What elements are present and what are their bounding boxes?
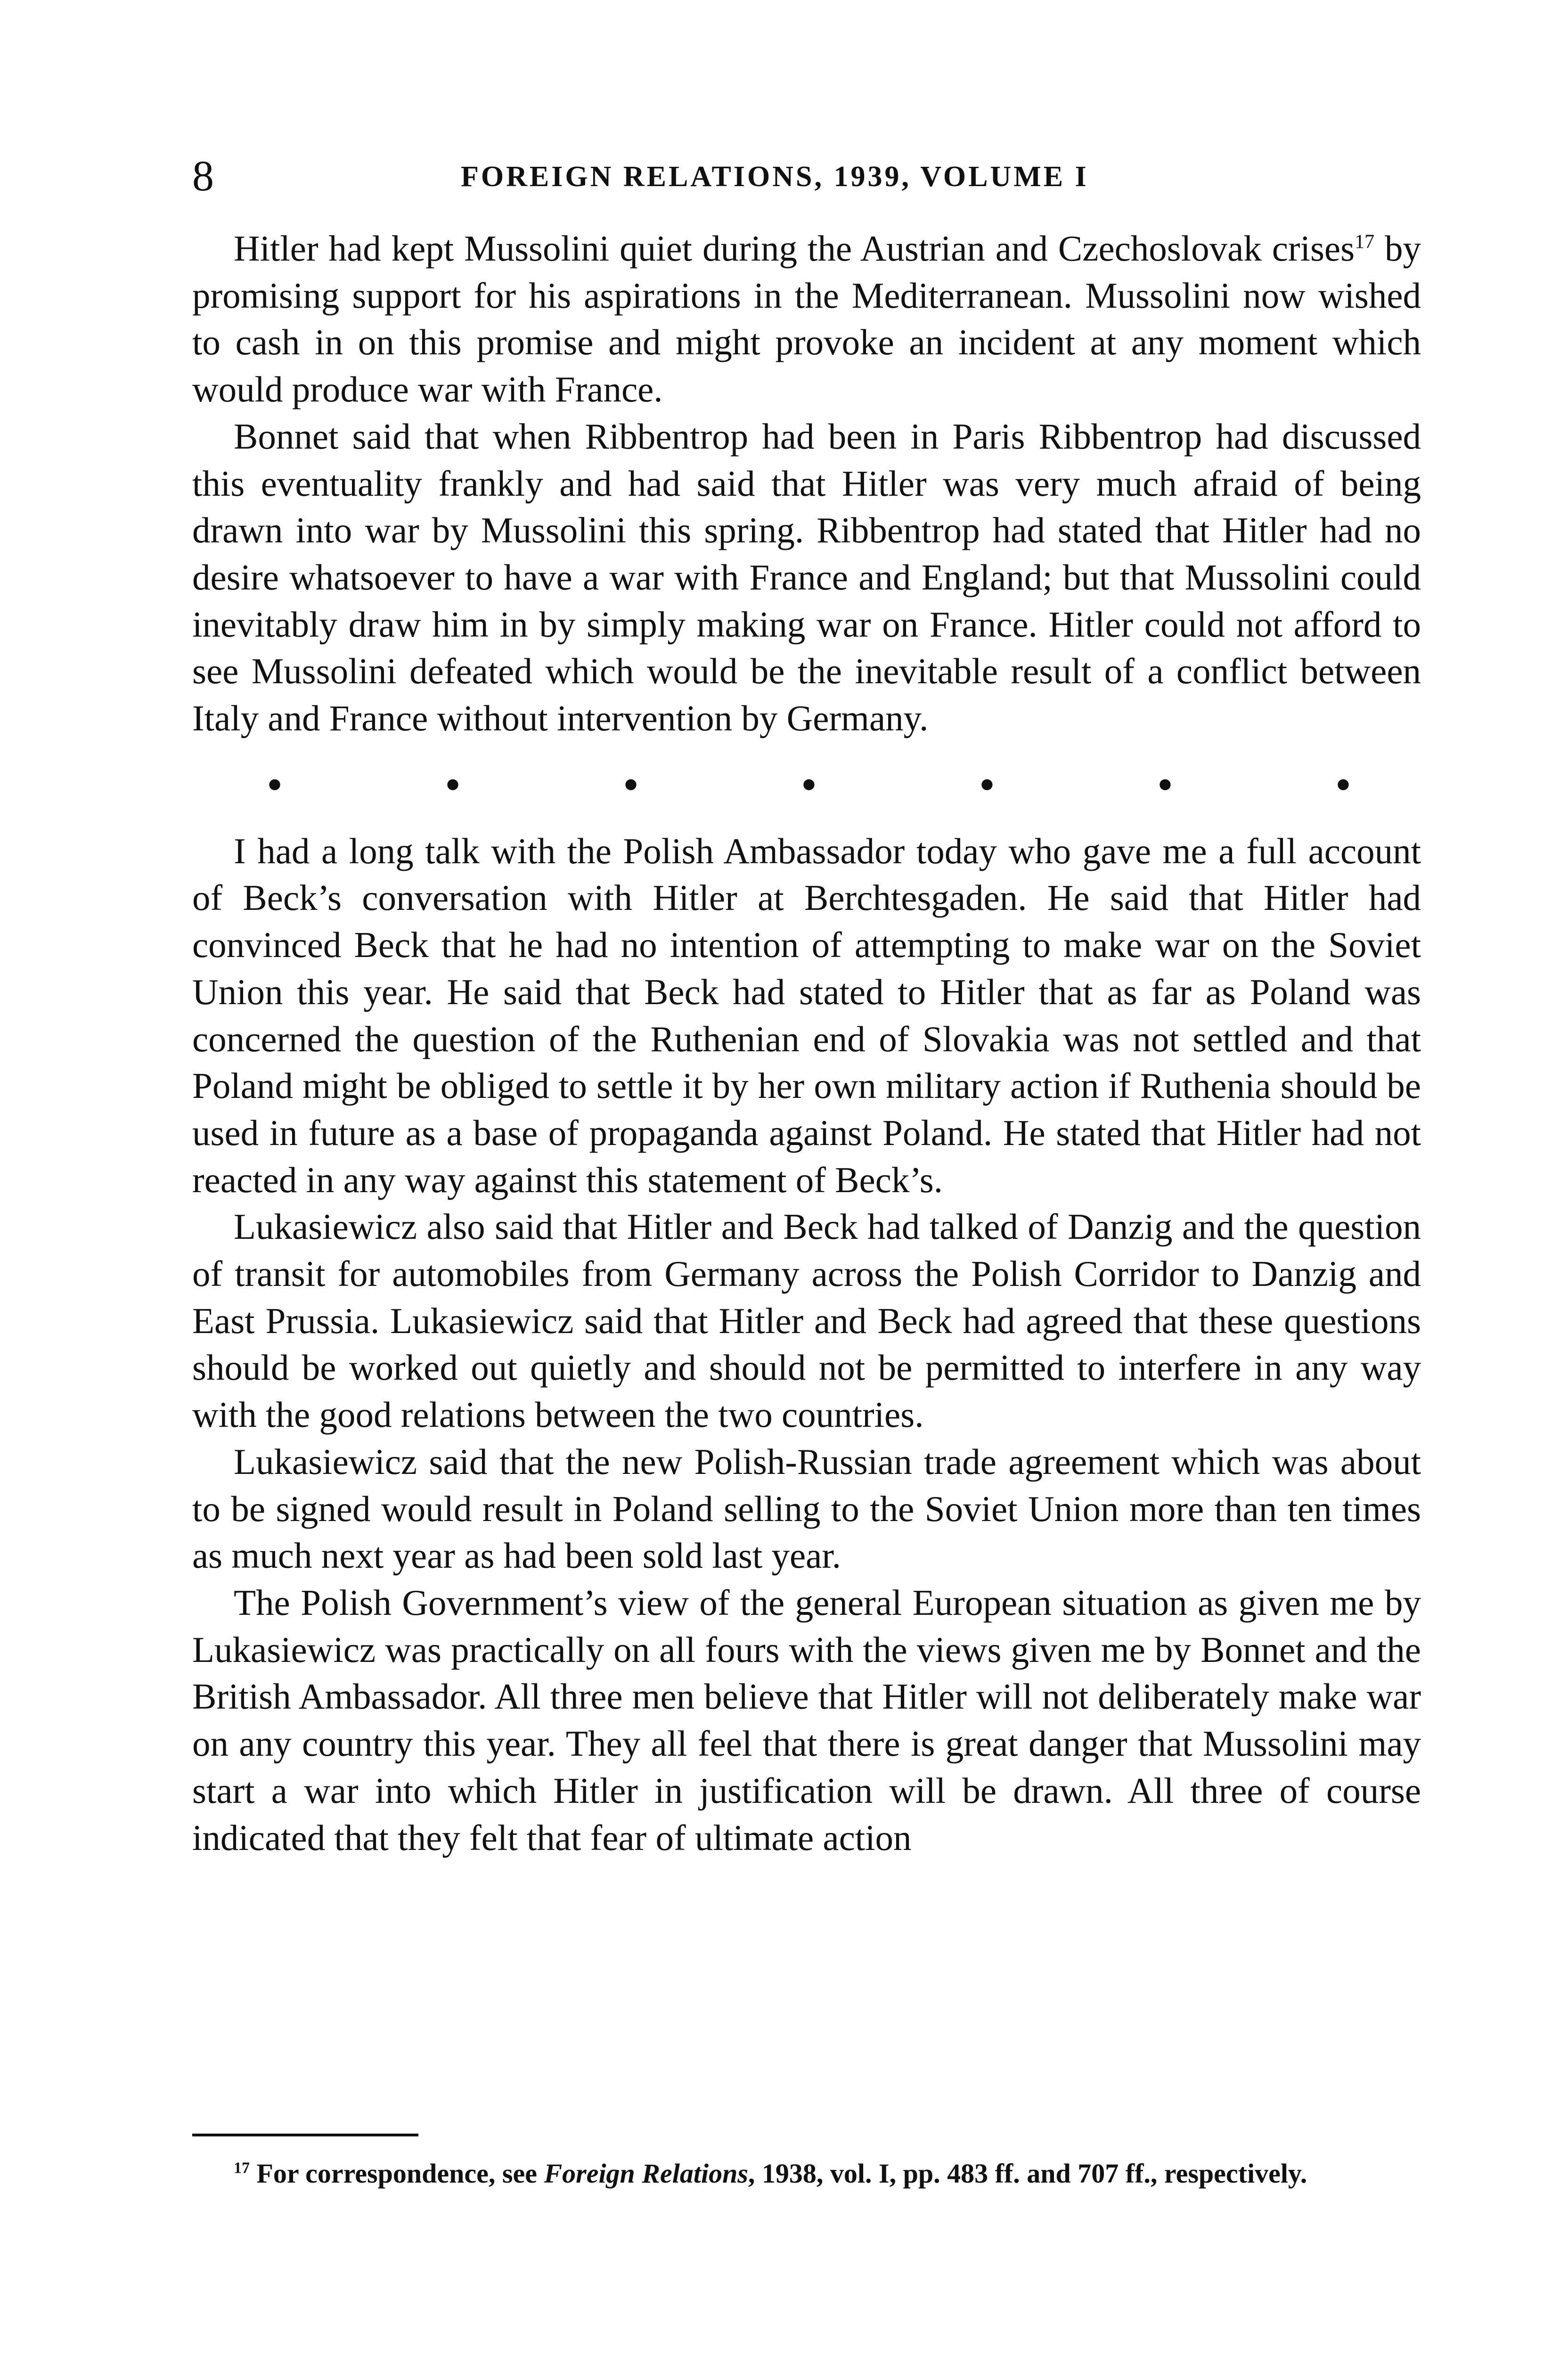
running-title: FOREIGN RELATIONS, 1939, VOLUME I xyxy=(461,161,1089,193)
running-head xyxy=(192,150,1436,202)
paragraph-3: I had a long talk with the Polish Ambassador today who gave me a full account of Beck’s conversation with Hitler at Berchtesgaden. He said that Hitler had convinced Beck that he had no intention of attempting to make war on the Soviet Union this year. He said that Beck had stated to Hitler that as far as Poland was concerned the question of the Ruthenian end of Slovakia was not settled and that Poland might be obliged to settle it by her own military action if Ruthenia should be used in future as a base of propaganda against Poland. He stated that Hitler had not reacted in any way against this statement of Beck’s. xyxy=(192,830,1421,1200)
paragraph-2: Bonnet said that when Ribbentrop had been in Paris Ribbentrop had discussed this eventuality frankly and had said that Hitler was very much afraid of being drawn into war by Mussolini this spring. Ribbentrop had stated that Hitler had no desire whatsoever to have a war with France and England; but that Mussolini could inevitably draw him in by simply making war on France. Hitler could not afford to see Mussolini defeated which would be the inevitable result of a conflict between Italy and France without intervention by Germany. xyxy=(192,416,1421,739)
footnote-divider xyxy=(192,2134,418,2136)
ellipsis-separator xyxy=(192,742,1421,828)
paragraph-6: The Polish Government’s view of the general European situation as given me by Lukasiewicz was practically on all fours with the views given me by Bonnet and the British Ambassador. All three men believe that Hitler will not deliberately make war on any country this year. They all feel that there is great danger that Mussolini may start a war into which Hitler in justification will be drawn. All three of course indicated that they felt that fear of ultimate action xyxy=(192,1582,1421,1858)
ellipsis-dot: • xyxy=(623,762,638,808)
footnote-reference: 17 xyxy=(1355,231,1375,253)
ellipsis-dot: • xyxy=(980,762,994,808)
ellipsis-dot: • xyxy=(445,762,460,808)
paragraph-4: Lukasiewicz also said that Hitler and Beck had talked of Danzig and the question of transit for automobiles from Germany across the Polish Corridor to Danzig and East Prussia. Lukasiewicz said that Hitler and Beck had agreed that these questions should be worked out quietly and should not be permitted to interfere in any way with the good relations between the two countries. xyxy=(192,1206,1421,1435)
ellipsis-dot: • xyxy=(1158,762,1172,808)
footnote-lead: For correspondence, see xyxy=(250,2158,544,2189)
paragraph-1-text: Hitler had kept Mussolini quiet during the Austrian and Czechoslovak crises xyxy=(234,228,1355,269)
footnote-rest: , 1938, vol. I, pp. 483 ff. and 707 ff., respectively. xyxy=(748,2158,1307,2189)
body-text xyxy=(192,225,1421,1861)
paragraph-1 xyxy=(192,225,1421,413)
footnote-mark: 17 xyxy=(234,2159,250,2177)
footnote-17 xyxy=(192,2156,1421,2192)
ellipsis-dot: • xyxy=(268,762,282,808)
footnote-title: Foreign Relations xyxy=(544,2158,748,2189)
paragraph-1-text-continued: by promising support for his aspirations in the Mediterranean. Mussolini now wished to cash in on this promise and might provoke an incident at any moment which would produce war with France. xyxy=(192,228,1421,410)
ellipsis-dot: • xyxy=(1336,762,1350,808)
page-number: 8 xyxy=(192,152,214,200)
ellipsis-dot: • xyxy=(801,762,817,808)
paragraph-5: Lukasiewicz said that the new Polish-Russian trade agreement which was about to be signed would result in Poland selling to the Soviet Union more than ten times as much next year as had been sold last year. xyxy=(192,1441,1421,1576)
